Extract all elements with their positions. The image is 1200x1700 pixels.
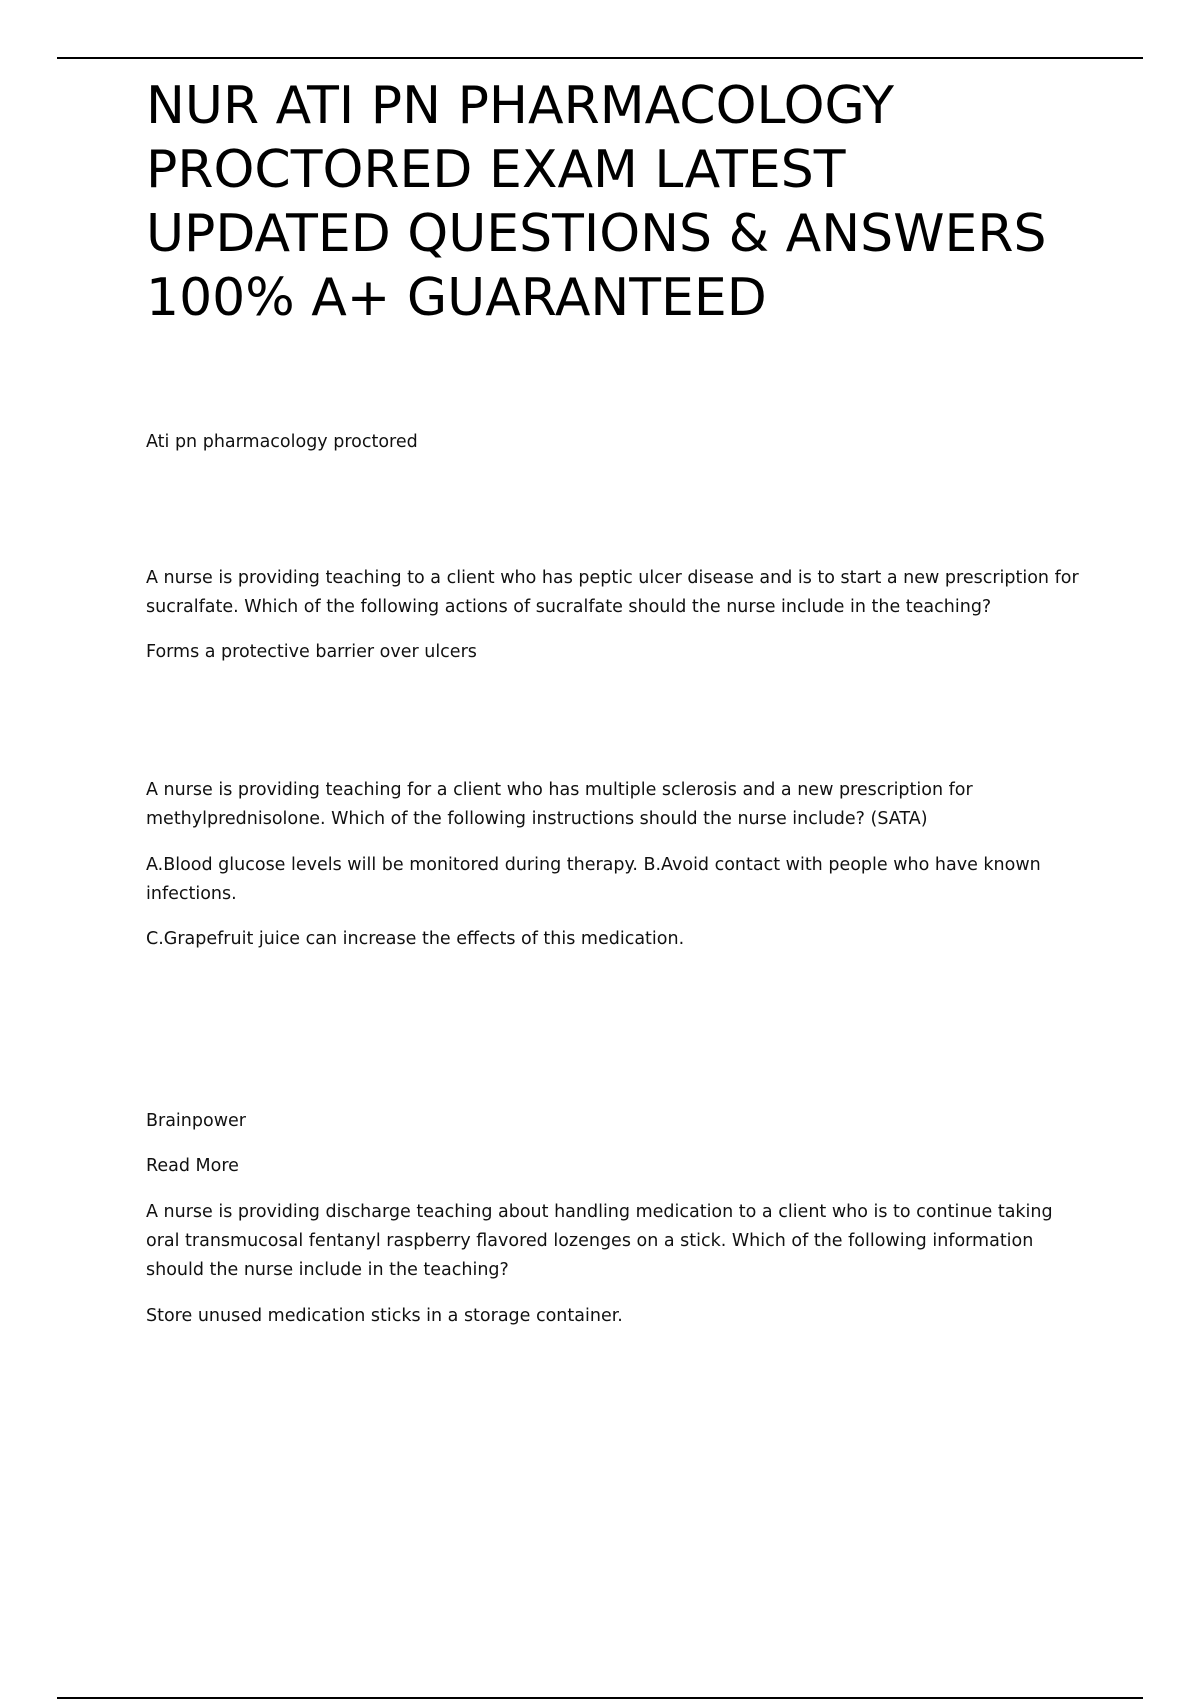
brainpower-label: Brainpower xyxy=(146,1111,246,1131)
question-2-text: A nurse is providing teaching for a client who has multiple sclerosis and a new prescription for methylprednisolone. Which of the following instructions should the nurse include? (SATA) xyxy=(146,780,973,829)
read-more-link[interactable]: Read More xyxy=(146,1156,239,1176)
question-3-answer: Store unused medication sticks in a storage container. xyxy=(146,1306,623,1326)
top-rule xyxy=(57,57,1143,59)
question-1-answer: Forms a protective barrier over ulcers xyxy=(146,642,477,662)
question-1-text: A nurse is providing teaching to a client who has peptic ulcer disease and is to start a new prescription for sucralfate. Which of the following actions of sucralfate should the nurse include in the teaching? xyxy=(146,568,1079,617)
question-2-answer-c: C.Grapefruit juice can increase the effects of this medication. xyxy=(146,929,685,949)
question-2-answer-a-b: A.Blood glucose levels will be monitored during therapy. B.Avoid contact with people who have known infections. xyxy=(146,855,1041,904)
document-subtitle: Ati pn pharmacology proctored xyxy=(146,432,418,452)
document-title: NUR ATI PN PHARMACOLOGY PROCTORED EXAM LATEST UPDATED QUESTIONS & ANSWERS 100% A+ GUARANTEED xyxy=(146,76,1047,328)
question-3-text: A nurse is providing discharge teaching about handling medication to a client who is to continue taking oral transmucosal fentanyl raspberry flavored lozenges on a stick. Which of the following information should the nurse include in the teaching? xyxy=(146,1202,1053,1280)
bottom-rule xyxy=(57,1697,1143,1699)
